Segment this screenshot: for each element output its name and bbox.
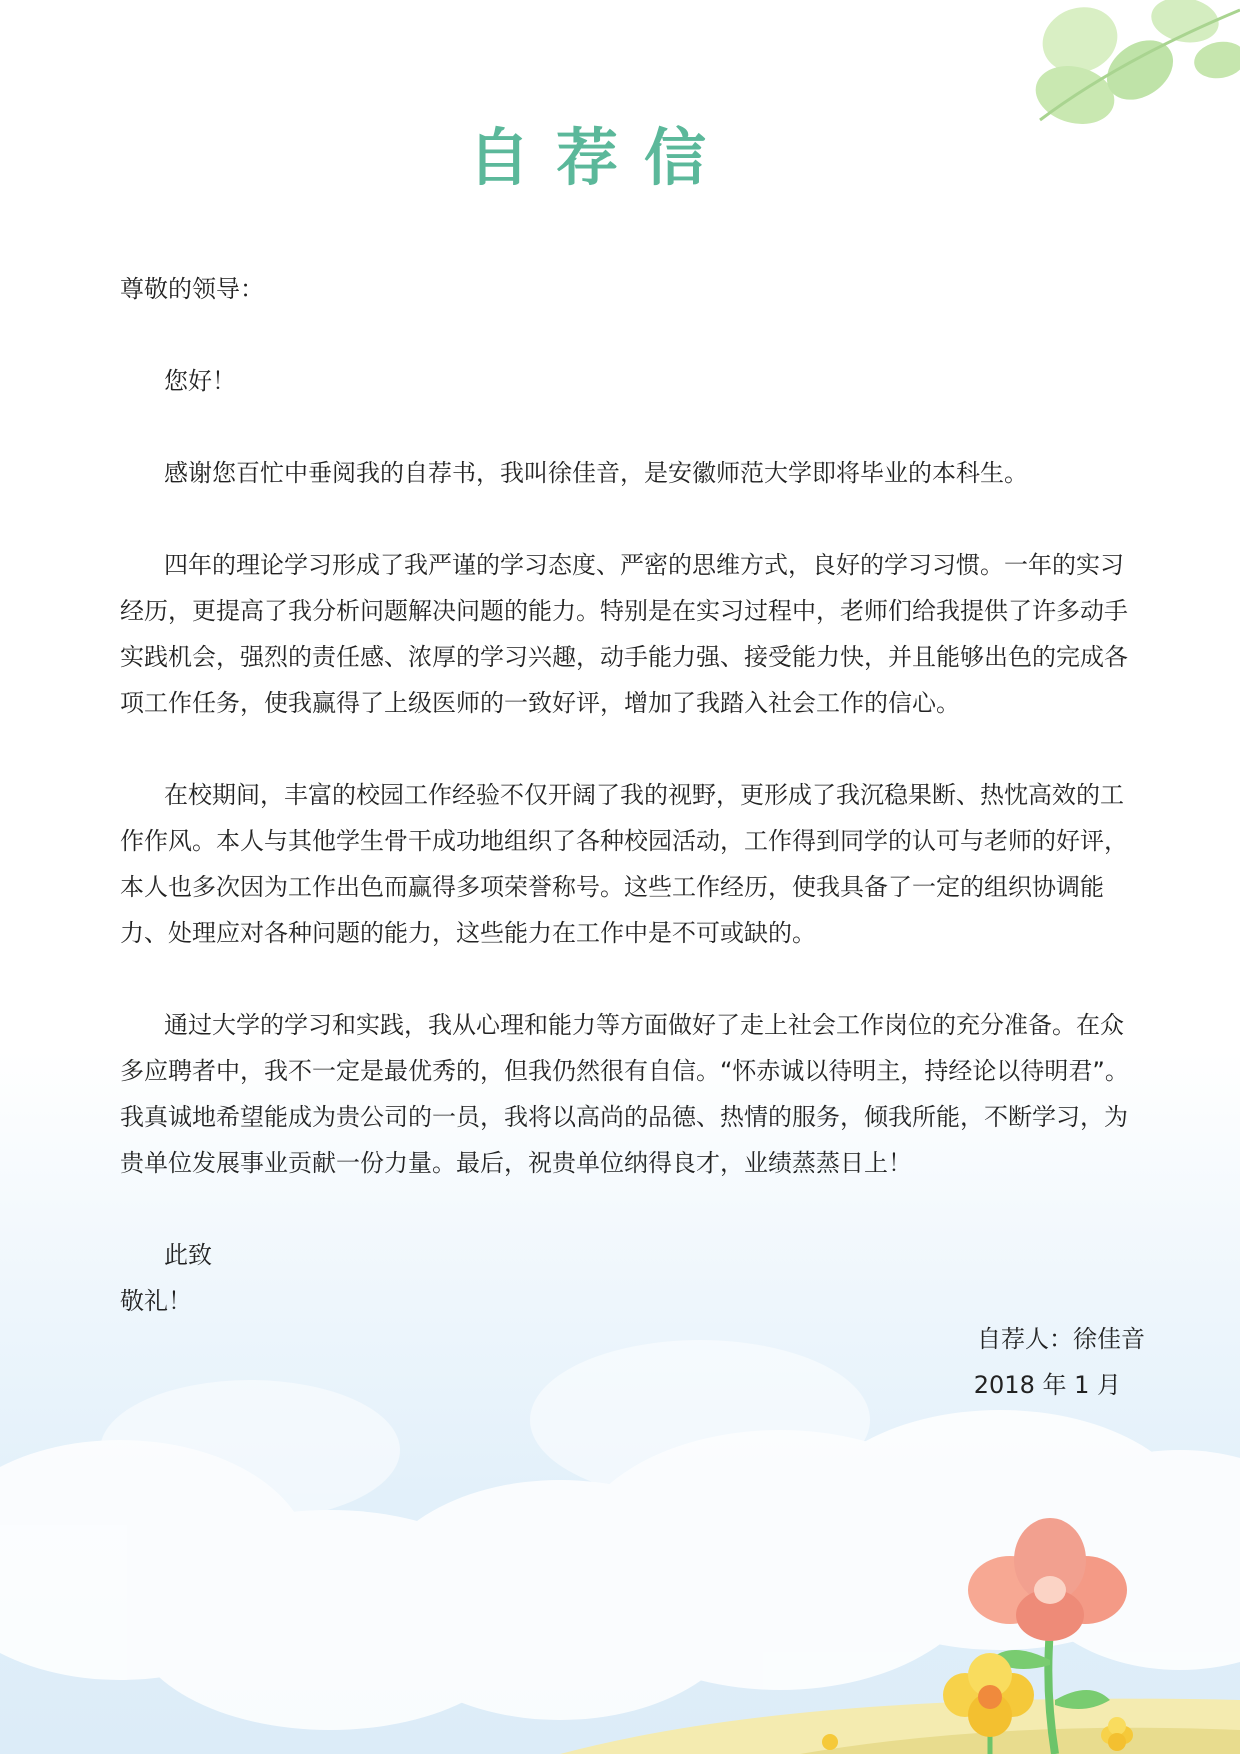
paragraph-study: 四年的理论学习形成了我严谨的学习态度、严密的思维方式，良好的学习习惯。一年的实习经历，更提高了我分析问题解决问题的能力。特别是在实习过程中，老师们给我提供了许多动手实践机会，强烈的责任感、浓厚的学习兴趣，动手能力强、接受能力快，并且能够出色的完成各项工作任务，使我赢得了上级医师的一致好评，增加了我踏入社会工作的信心。 — [120, 551, 1128, 717]
paragraph-campus: 在校期间，丰富的校园工作经验不仅开阔了我的视野，更形成了我沉稳果断、热忱高效的工作作风。本人与其他学生骨干成功地组织了各种校园活动，工作得到同学的认可与老师的好评，本人也多次因为工作出色而赢得多项荣誉称号。这些工作经历，使我具备了一定的组织协调能力、处理应对各种问题的能力，这些能力在工作中是不可或缺的。 — [120, 781, 1128, 947]
regards-line: 敬礼！ — [120, 1287, 192, 1315]
signature-block — [880, 1316, 1145, 1408]
paragraph-intro: 感谢您百忙中垂阅我的自荐书，我叫徐佳音，是安徽师范大学即将毕业的本科生。 — [164, 459, 1028, 487]
signature: 自荐人：徐佳音 — [977, 1325, 1145, 1353]
greeting: 尊敬的领导： — [120, 275, 264, 303]
page-title: 自荐信 — [467, 121, 732, 194]
hello-line: 您好！ — [164, 367, 236, 395]
letter-body — [120, 266, 1145, 1324]
date: 2018 年 1 月 — [973, 1371, 1121, 1399]
paragraph-closing: 通过大学的学习和实践，我从心理和能力等方面做好了走上社会工作岗位的充分准备。在众多应聘者中，我不一定是最优秀的，但我仍然很有自信。“怀赤诚以待明主，持经论以待明君”。我真诚地希望能成为贵公司的一员，我将以高尚的品德、热情的服务，倾我所能，不断学习，为贵单位发展事业贡献一份力量。最后，祝贵单位纳得良才，业绩蒸蒸日上！ — [120, 1011, 1129, 1177]
closing-line: 此致 — [164, 1241, 212, 1269]
